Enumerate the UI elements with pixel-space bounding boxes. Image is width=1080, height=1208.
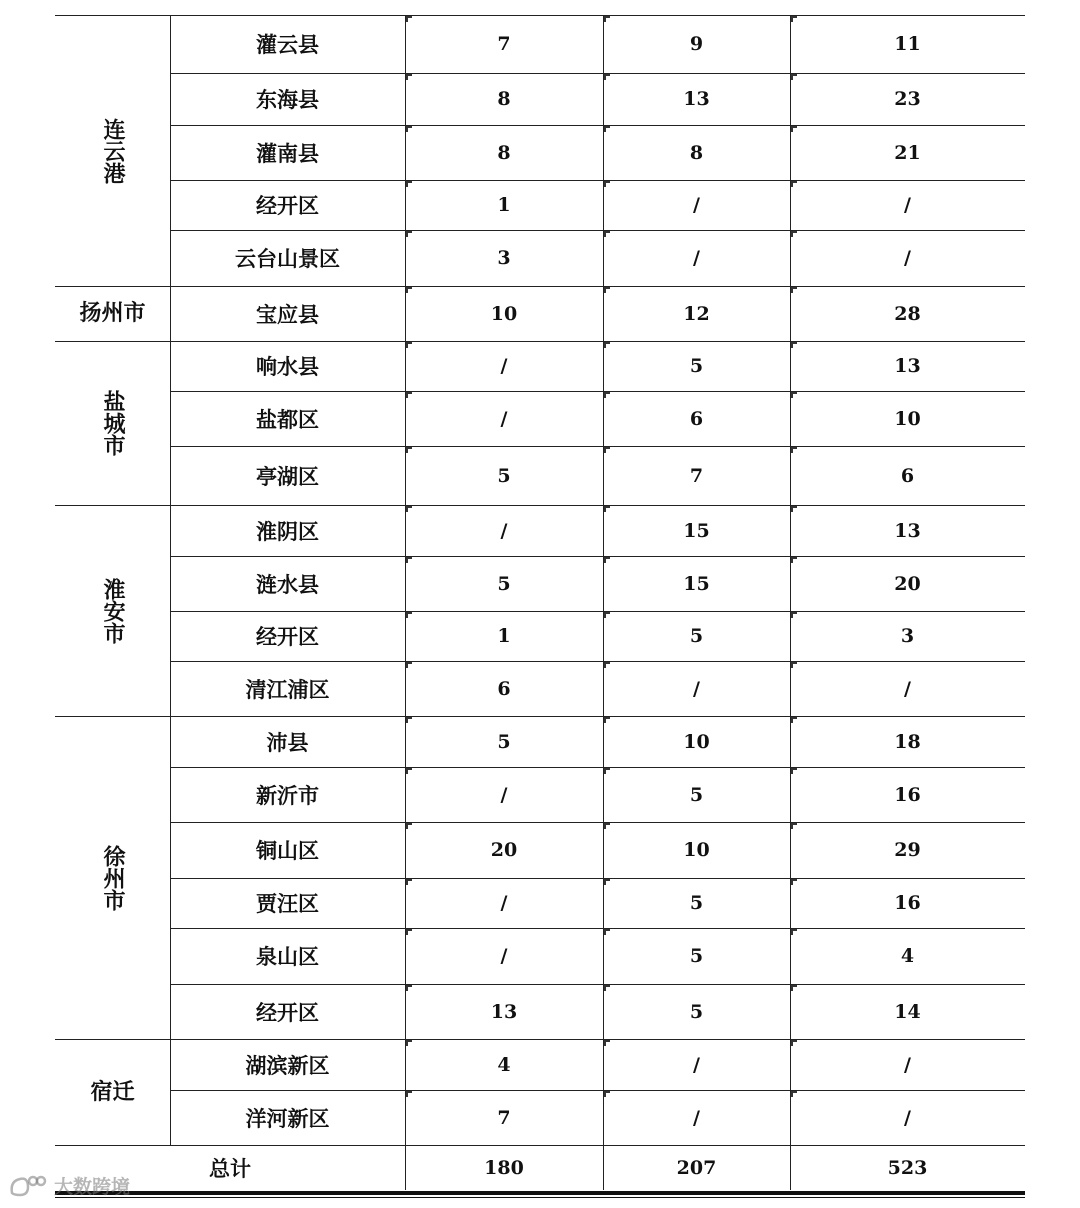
value-cell: 13 <box>894 519 921 542</box>
value-cell: / <box>500 407 508 430</box>
value-cell: 7 <box>689 464 704 487</box>
value-cell: / <box>500 783 508 806</box>
value-cell: / <box>500 892 508 914</box>
value-cell: 18 <box>894 730 921 753</box>
cell-corner-mark <box>604 231 610 237</box>
cell-corner-mark <box>604 287 610 293</box>
col-divider <box>790 15 791 1190</box>
cell-corner-mark <box>604 16 610 22</box>
district-cell: 东海县 <box>256 88 319 112</box>
city-name: 淮安市 <box>100 577 125 644</box>
value-cell: 5 <box>689 1000 704 1023</box>
district-cell: 涟水县 <box>256 572 319 597</box>
value-cell: 4 <box>900 945 915 967</box>
value-cell: / <box>693 247 700 269</box>
cell-corner-mark <box>406 929 412 935</box>
cell-corner-mark <box>791 929 797 935</box>
cell-corner-mark <box>604 717 610 723</box>
cell-corner-mark <box>406 612 412 618</box>
cell-corner-mark <box>406 557 412 563</box>
district-cell: 湖滨新区 <box>245 1053 330 1078</box>
district-cell: 洋河新区 <box>245 1106 330 1131</box>
value-cell: / <box>500 945 508 967</box>
value-cell: 5 <box>689 625 704 647</box>
cell-corner-mark <box>791 231 797 237</box>
cell-corner-mark <box>791 506 797 512</box>
value-cell: 10 <box>683 839 710 861</box>
value-cell: 14 <box>894 1000 921 1023</box>
cell-corner-mark <box>791 181 797 187</box>
watermark-logo-icon <box>8 1173 48 1199</box>
value-cell: 13 <box>490 1000 518 1023</box>
cell-corner-mark <box>791 717 797 723</box>
cell-corner-mark <box>604 126 610 132</box>
cell-corner-mark <box>406 1040 412 1046</box>
value-cell: 1 <box>497 194 511 216</box>
cell-corner-mark <box>406 447 412 453</box>
district-cell: 经开区 <box>256 625 319 649</box>
value-cell: 13 <box>894 355 921 377</box>
district-cell: 泉山区 <box>256 945 319 969</box>
district-cell: 沛县 <box>266 730 309 755</box>
value-cell: 16 <box>894 892 921 914</box>
value-cell: 3 <box>900 625 915 647</box>
value-cell: 6 <box>689 407 704 430</box>
cell-corner-mark <box>791 823 797 829</box>
value-cell: / <box>693 677 700 700</box>
cell-corner-mark <box>406 392 412 398</box>
cell-corner-mark <box>406 342 412 348</box>
value-cell: 5 <box>689 892 704 914</box>
cell-corner-mark <box>406 506 412 512</box>
city-cell <box>55 505 170 716</box>
cell-corner-mark <box>406 126 412 132</box>
total-value: 523 <box>887 1156 928 1179</box>
col-divider <box>405 15 406 1190</box>
value-cell: / <box>904 194 911 216</box>
cell-corner-mark <box>791 612 797 618</box>
cell-corner-mark <box>406 287 412 293</box>
value-cell: 20 <box>490 839 518 861</box>
cell-corner-mark <box>791 287 797 293</box>
cell-corner-mark <box>406 662 412 668</box>
value-cell: 3 <box>497 247 511 269</box>
cell-corner-mark <box>406 181 412 187</box>
value-cell: 1 <box>497 625 511 647</box>
value-cell: 10 <box>683 730 710 753</box>
district-cell: 宝应县 <box>256 302 319 327</box>
cell-corner-mark <box>406 231 412 237</box>
cell-corner-mark <box>604 506 610 512</box>
cell-corner-mark <box>791 392 797 398</box>
district-cell: 亭湖区 <box>256 464 319 489</box>
value-cell: 4 <box>497 1053 511 1076</box>
cell-corner-mark <box>604 985 610 991</box>
value-cell: 5 <box>497 464 511 487</box>
total-value: 207 <box>676 1156 717 1179</box>
district-cell: 新沂市 <box>256 783 319 808</box>
cell-corner-mark <box>604 879 610 885</box>
cell-corner-mark <box>604 181 610 187</box>
value-cell: 8 <box>497 88 511 110</box>
cell-corner-mark <box>791 768 797 774</box>
cell-corner-mark <box>791 74 797 80</box>
value-cell: 15 <box>683 572 710 595</box>
value-cell: 10 <box>490 302 518 325</box>
cell-corner-mark <box>604 823 610 829</box>
cell-corner-mark <box>604 929 610 935</box>
cell-corner-mark <box>406 74 412 80</box>
cell-corner-mark <box>604 768 610 774</box>
value-cell: 13 <box>683 88 710 110</box>
district-cell: 云台山景区 <box>235 247 340 271</box>
cell-corner-mark <box>406 16 412 22</box>
district-cell: 灌南县 <box>256 141 319 166</box>
cell-corner-mark <box>791 985 797 991</box>
value-cell: / <box>693 194 700 216</box>
value-cell: 5 <box>497 730 511 753</box>
city-cell <box>55 716 170 1039</box>
cell-corner-mark <box>604 1040 610 1046</box>
value-cell: 16 <box>894 783 921 806</box>
cell-corner-mark <box>604 447 610 453</box>
district-cell: 经开区 <box>256 1000 319 1025</box>
table-bottom-rule <box>55 1191 1025 1195</box>
district-cell: 清江浦区 <box>245 677 330 702</box>
total-value: 180 <box>484 1156 524 1179</box>
city-cell <box>55 1039 170 1145</box>
cell-corner-mark <box>406 879 412 885</box>
table-bottom-rule-thin <box>55 1197 1025 1198</box>
cell-corner-mark <box>791 557 797 563</box>
cell-corner-mark <box>406 985 412 991</box>
value-cell: 28 <box>894 302 921 325</box>
value-cell: 21 <box>894 141 921 164</box>
cell-corner-mark <box>791 16 797 22</box>
city-name: 扬州市 <box>79 301 146 326</box>
value-cell: 12 <box>683 302 710 325</box>
table-border-right <box>1025 15 1026 1190</box>
district-cell: 铜山区 <box>256 839 319 863</box>
value-cell: / <box>500 519 508 542</box>
cell-corner-mark <box>791 662 797 668</box>
city-name: 宿迁 <box>90 1079 135 1105</box>
cell-corner-mark <box>604 557 610 563</box>
district-cell: 响水县 <box>256 355 319 379</box>
city-cell <box>55 15 170 286</box>
cell-corner-mark <box>604 342 610 348</box>
district-cell: 经开区 <box>256 194 319 218</box>
cell-corner-mark <box>406 1091 412 1097</box>
col-divider <box>603 15 604 1190</box>
value-cell: 10 <box>894 407 921 430</box>
col-divider-city <box>170 15 171 1145</box>
value-cell: 23 <box>894 88 921 110</box>
cell-corner-mark <box>604 662 610 668</box>
value-cell: 5 <box>497 572 511 595</box>
cell-corner-mark <box>406 717 412 723</box>
cell-corner-mark <box>406 823 412 829</box>
value-cell: 5 <box>689 945 704 967</box>
value-cell: 5 <box>689 355 704 377</box>
value-cell: 7 <box>497 1106 511 1129</box>
value-cell: 29 <box>894 839 921 861</box>
value-cell: / <box>904 677 911 700</box>
value-cell: 6 <box>497 677 511 700</box>
value-cell: 20 <box>894 572 921 595</box>
watermark-text: 大数跨境 <box>54 1176 131 1198</box>
cell-corner-mark <box>604 74 610 80</box>
value-cell: 5 <box>689 783 704 806</box>
cell-corner-mark <box>791 342 797 348</box>
value-cell: 8 <box>497 141 511 164</box>
value-cell: 8 <box>689 141 704 164</box>
city-name: 连云港 <box>100 117 125 184</box>
cell-corner-mark <box>791 447 797 453</box>
cell-corner-mark <box>791 879 797 885</box>
cell-corner-mark <box>604 392 610 398</box>
cell-corner-mark <box>406 768 412 774</box>
value-cell: / <box>500 355 508 377</box>
total-label: 总计 <box>209 1156 251 1181</box>
city-name: 徐州市 <box>100 844 125 911</box>
value-cell: / <box>904 1106 911 1129</box>
cell-corner-mark <box>604 1091 610 1097</box>
value-cell: 11 <box>894 33 921 55</box>
value-cell: 9 <box>689 33 704 55</box>
cell-corner-mark <box>791 126 797 132</box>
value-cell: 15 <box>683 519 710 542</box>
value-cell: / <box>693 1106 700 1129</box>
district-cell: 淮阴区 <box>256 519 319 544</box>
district-cell: 盐都区 <box>256 407 319 432</box>
value-cell: / <box>904 1053 911 1076</box>
cell-corner-mark <box>791 1091 797 1097</box>
city-cell <box>55 341 170 505</box>
value-cell: / <box>904 247 911 269</box>
cell-corner-mark <box>791 1040 797 1046</box>
district-cell: 贾汪区 <box>256 892 319 916</box>
cell-corner-mark <box>604 612 610 618</box>
value-cell: 6 <box>900 464 915 487</box>
city-name: 盐城市 <box>100 390 125 456</box>
city-cell <box>55 286 170 341</box>
watermark <box>8 1172 130 1199</box>
value-cell: 7 <box>497 33 511 55</box>
district-cell: 灌云县 <box>256 33 319 57</box>
value-cell: / <box>693 1053 700 1076</box>
